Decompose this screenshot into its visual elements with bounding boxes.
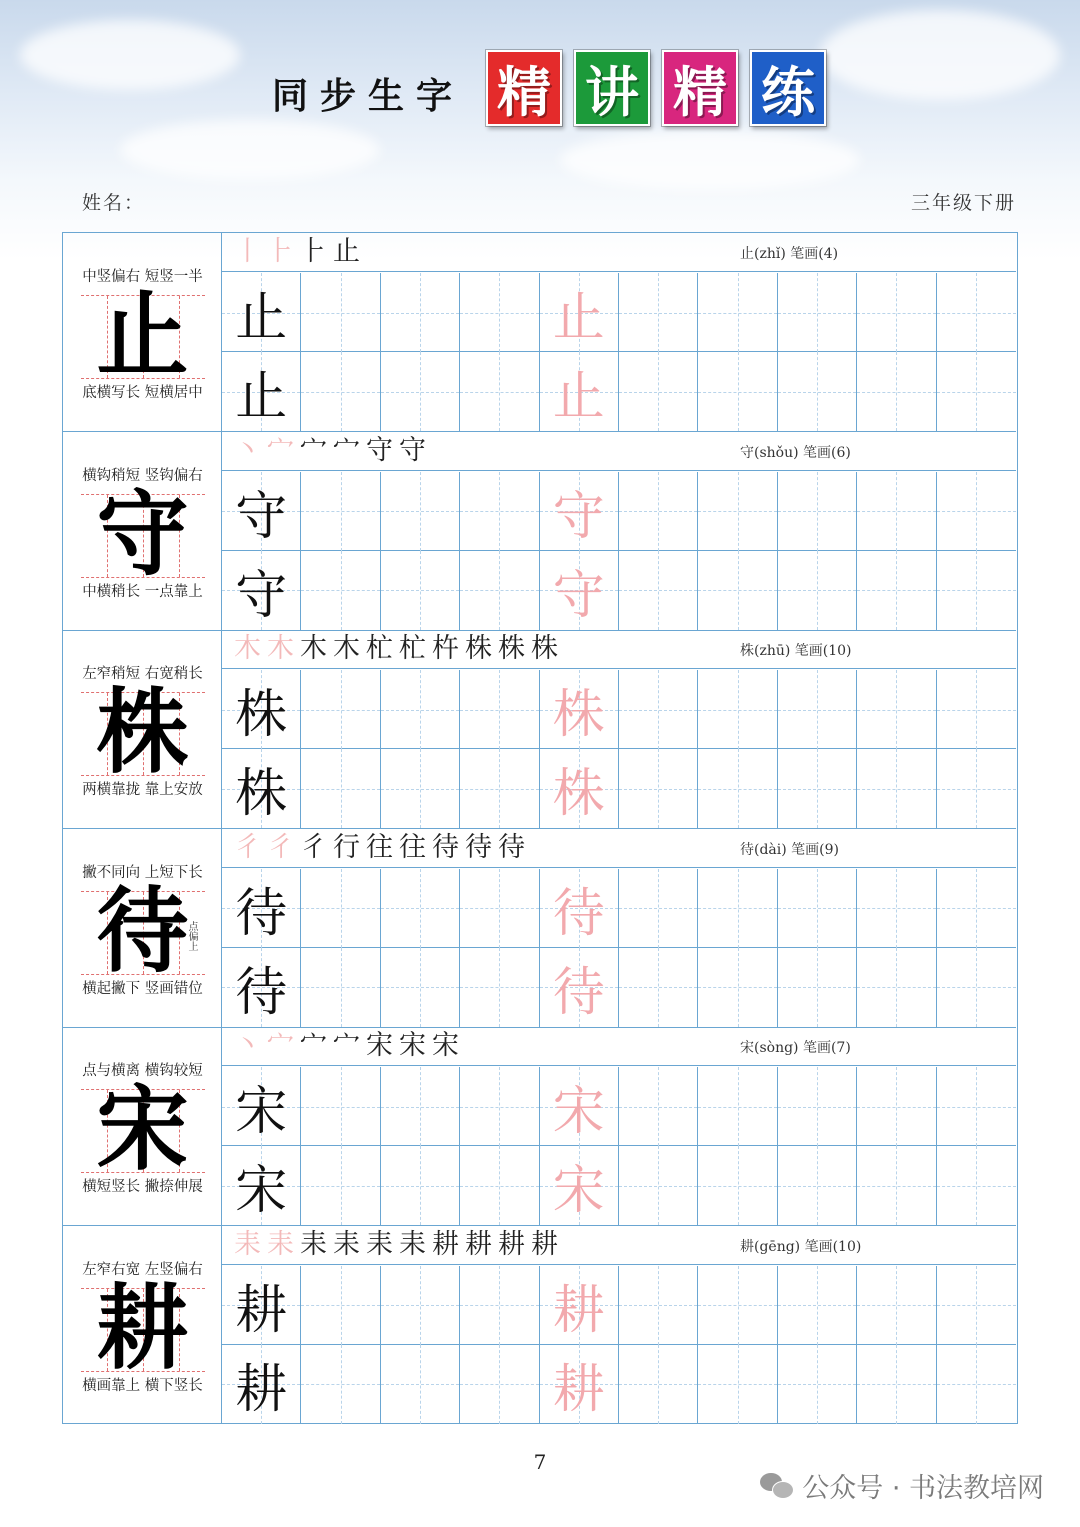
writing-cell[interactable] xyxy=(937,1345,1016,1424)
writing-cell[interactable] xyxy=(222,1345,301,1424)
writing-cell[interactable] xyxy=(619,749,698,828)
writing-cell[interactable] xyxy=(619,1345,698,1424)
writing-cell[interactable] xyxy=(381,551,460,630)
model-character: 耕 xyxy=(235,1359,288,1420)
writing-cell[interactable] xyxy=(937,273,1016,352)
writing-cell[interactable] xyxy=(381,749,460,828)
writing-tip-top: 撇不同向 上短下长 xyxy=(82,864,203,881)
writing-cell[interactable] xyxy=(857,670,936,749)
writing-cell[interactable] xyxy=(619,1067,698,1146)
stroke-step: 株 xyxy=(531,633,558,664)
writing-cell[interactable] xyxy=(460,1345,539,1424)
stroke-step: 丶 xyxy=(234,434,261,466)
writing-cell[interactable] xyxy=(698,1266,777,1345)
stroke-order-bar xyxy=(222,432,1016,471)
writing-cell[interactable] xyxy=(460,670,539,749)
tianzige-row xyxy=(222,670,1016,749)
writing-cell[interactable] xyxy=(778,1266,857,1345)
practice-area xyxy=(222,233,1016,431)
writing-cell[interactable] xyxy=(619,1266,698,1345)
practice-sheet xyxy=(62,232,1018,1424)
stroke-order-bar xyxy=(222,1027,1016,1066)
stroke-step: 宀 xyxy=(300,434,327,466)
model-character: 株 xyxy=(235,685,288,745)
writing-cell[interactable] xyxy=(698,749,777,828)
writing-cell[interactable] xyxy=(301,273,380,352)
stroke-step: 宀 xyxy=(267,434,294,466)
writing-cell[interactable] xyxy=(778,472,857,551)
character-row xyxy=(63,630,1016,829)
stroke-order-bar xyxy=(222,829,1016,868)
stroke-step: 彳 xyxy=(267,831,294,863)
writing-cell[interactable] xyxy=(540,1067,619,1146)
example-cell xyxy=(63,1226,222,1424)
writing-cell[interactable] xyxy=(381,1067,460,1146)
writing-cell[interactable] xyxy=(460,1067,539,1146)
writing-tip-top: 横钩稍短 竖钩偏右 xyxy=(82,467,203,484)
writing-cell[interactable] xyxy=(460,551,539,630)
writing-cell[interactable] xyxy=(460,273,539,352)
writing-cell[interactable] xyxy=(698,352,777,431)
character-row xyxy=(63,829,1016,1028)
pinyin-stroke-info: 待(dài) 笔画(9) xyxy=(740,841,839,858)
title-tiles xyxy=(486,50,826,126)
writing-cell[interactable] xyxy=(540,1345,619,1424)
writing-cell[interactable] xyxy=(937,670,1016,749)
example-character: 待 xyxy=(96,876,189,985)
stroke-steps xyxy=(234,1226,558,1264)
example-character: 耕 xyxy=(96,1273,189,1382)
stroke-step: 杧 xyxy=(366,633,393,664)
stroke-step: ⺊ xyxy=(300,236,327,267)
writing-cell[interactable] xyxy=(619,551,698,630)
example-cell xyxy=(63,233,222,431)
tianzige-row xyxy=(222,948,1016,1027)
sky-background xyxy=(0,0,1080,260)
character-row xyxy=(63,233,1016,432)
trace-character: 株 xyxy=(552,764,605,824)
writing-cell[interactable] xyxy=(301,352,380,431)
writing-cell[interactable] xyxy=(698,472,777,551)
pinyin-stroke-info: 宋(sòng) 笔画(7) xyxy=(740,1040,851,1056)
practice-area xyxy=(222,1027,1016,1225)
title-tile: 精 xyxy=(486,50,562,126)
stroke-step: 行 xyxy=(333,831,360,863)
stroke-step: 耒 xyxy=(366,1228,393,1260)
stroke-steps xyxy=(234,432,426,470)
stroke-step: 宀 xyxy=(300,1030,327,1061)
model-character: 守 xyxy=(235,565,288,626)
stroke-step: 守 xyxy=(366,434,393,466)
writing-cell[interactable] xyxy=(381,1266,460,1345)
writing-tip-bottom: 横起撇下 竖画错位 xyxy=(82,980,203,997)
stroke-step: 往 xyxy=(399,831,426,863)
writing-cell[interactable] xyxy=(778,1345,857,1424)
writing-cell[interactable] xyxy=(222,670,301,749)
stroke-step: 耒 xyxy=(267,1228,294,1260)
model-character: 止 xyxy=(235,288,288,348)
writing-cell[interactable] xyxy=(460,1266,539,1345)
model-character: 株 xyxy=(235,764,288,824)
writing-cell[interactable] xyxy=(381,352,460,431)
writing-cell[interactable] xyxy=(222,273,301,352)
stroke-step: ⺊ xyxy=(267,236,294,267)
example-cell xyxy=(63,432,222,630)
example-cell xyxy=(63,829,222,1027)
example-cell xyxy=(63,630,222,828)
tianzige-row xyxy=(222,869,1016,948)
example-cell xyxy=(63,1027,222,1225)
writing-cell[interactable] xyxy=(857,352,936,431)
practice-area xyxy=(222,432,1016,630)
model-character: 止 xyxy=(235,367,288,427)
writing-cell[interactable] xyxy=(301,869,380,948)
writing-cell[interactable] xyxy=(778,1146,857,1225)
stroke-steps xyxy=(234,630,558,668)
stroke-step: 宋 xyxy=(366,1030,393,1061)
model-character: 耕 xyxy=(235,1280,288,1341)
stroke-step: 彳 xyxy=(300,831,327,863)
side-note: 点偏上 xyxy=(186,920,197,951)
writing-cell[interactable] xyxy=(540,273,619,352)
stroke-step: 耕 xyxy=(498,1228,525,1260)
stroke-step: 耒 xyxy=(399,1228,426,1260)
trace-character: 宋 xyxy=(552,1082,605,1142)
writing-cell[interactable] xyxy=(301,670,380,749)
writing-cell[interactable] xyxy=(937,1146,1016,1225)
writing-tip-top: 左窄右宽 左竖偏右 xyxy=(82,1261,203,1278)
page-number: 7 xyxy=(533,1450,547,1474)
writing-cell[interactable] xyxy=(698,273,777,352)
writing-cell[interactable] xyxy=(222,551,301,630)
trace-character: 待 xyxy=(552,962,605,1023)
stroke-step: 止 xyxy=(333,236,360,267)
stroke-order-bar xyxy=(222,1226,1016,1265)
trace-character: 宋 xyxy=(552,1161,605,1221)
stroke-step: 耕 xyxy=(465,1228,492,1260)
page-subtitle: 同步生字 xyxy=(272,76,465,117)
character-row xyxy=(63,1027,1016,1226)
trace-character: 守 xyxy=(552,486,605,547)
stroke-step: 耒 xyxy=(333,1228,360,1260)
stroke-step: 株 xyxy=(465,633,492,664)
stroke-steps xyxy=(234,1027,459,1065)
writing-cell[interactable] xyxy=(222,869,301,948)
practice-area xyxy=(222,630,1016,828)
writing-cell[interactable] xyxy=(540,670,619,749)
writing-tip-bottom: 横画靠上 横下竖长 xyxy=(82,1377,203,1394)
stroke-step: 木 xyxy=(300,633,327,664)
tianzige-row xyxy=(222,273,1016,352)
stroke-step: 待 xyxy=(432,831,459,863)
stroke-step: 待 xyxy=(498,831,525,863)
writing-cell[interactable] xyxy=(619,352,698,431)
watermark-text: 公众号 · 书法教培网 xyxy=(802,1473,1044,1504)
writing-cell[interactable] xyxy=(857,1146,936,1225)
writing-cell[interactable] xyxy=(937,869,1016,948)
writing-tip-top: 左窄稍短 右宽稍长 xyxy=(82,666,203,682)
writing-cell[interactable] xyxy=(222,1067,301,1146)
writing-tip-top: 点与横离 横钩较短 xyxy=(82,1063,203,1079)
writing-cell[interactable] xyxy=(381,1345,460,1424)
stroke-step: 宀 xyxy=(333,1030,360,1061)
pinyin-stroke-info: 止(zhǐ) 笔画(4) xyxy=(740,246,839,262)
writing-cell[interactable] xyxy=(937,352,1016,431)
writing-cell[interactable] xyxy=(381,869,460,948)
trace-character: 止 xyxy=(552,367,605,427)
writing-cell[interactable] xyxy=(540,749,619,828)
writing-cell[interactable] xyxy=(778,273,857,352)
writing-cell[interactable] xyxy=(619,472,698,551)
writing-cell[interactable] xyxy=(222,1146,301,1225)
stroke-step: 宋 xyxy=(432,1030,459,1061)
trace-character: 耕 xyxy=(552,1280,605,1341)
writing-cell[interactable] xyxy=(301,551,380,630)
writing-cell[interactable] xyxy=(857,551,936,630)
example-character: 守 xyxy=(96,479,189,588)
writing-cell[interactable] xyxy=(937,749,1016,828)
trace-character: 耕 xyxy=(552,1359,605,1420)
writing-cell[interactable] xyxy=(540,869,619,948)
writing-cell[interactable] xyxy=(222,1266,301,1345)
name-label: 姓名： xyxy=(82,192,146,214)
tianzige-row xyxy=(222,1345,1016,1424)
model-character: 待 xyxy=(235,883,288,944)
writing-cell[interactable] xyxy=(698,1345,777,1424)
writing-cell[interactable] xyxy=(460,869,539,948)
pinyin-stroke-info: 守(shǒu) 笔画(6) xyxy=(740,444,851,461)
writing-cell[interactable] xyxy=(698,1146,777,1225)
writing-cell[interactable] xyxy=(857,869,936,948)
stroke-step: 往 xyxy=(366,831,393,863)
stroke-step: 耒 xyxy=(300,1228,327,1260)
stroke-step: 宀 xyxy=(333,434,360,466)
writing-cell[interactable] xyxy=(619,948,698,1027)
stroke-steps xyxy=(234,233,360,271)
writing-cell[interactable] xyxy=(301,1266,380,1345)
tianzige-row xyxy=(222,472,1016,551)
writing-cell[interactable] xyxy=(778,670,857,749)
writing-cell[interactable] xyxy=(778,352,857,431)
page-header xyxy=(0,50,1080,130)
writing-cell[interactable] xyxy=(460,749,539,828)
stroke-step: 株 xyxy=(498,633,525,664)
stroke-steps xyxy=(234,829,525,867)
writing-cell[interactable] xyxy=(857,1266,936,1345)
writing-cell[interactable] xyxy=(619,869,698,948)
writing-cell[interactable] xyxy=(857,948,936,1027)
writing-cell[interactable] xyxy=(460,472,539,551)
tianzige-row xyxy=(222,1266,1016,1345)
writing-cell[interactable] xyxy=(937,1067,1016,1146)
writing-cell[interactable] xyxy=(540,352,619,431)
writing-tip-bottom: 横短竖长 撇捺伸展 xyxy=(82,1179,203,1195)
model-character: 宋 xyxy=(235,1082,288,1142)
writing-cell[interactable] xyxy=(540,1266,619,1345)
stroke-step: 杵 xyxy=(432,633,459,664)
stroke-step: 待 xyxy=(465,831,492,863)
example-character: 宋 xyxy=(96,1075,189,1183)
writing-cell[interactable] xyxy=(540,1146,619,1225)
stroke-step: 宀 xyxy=(267,1030,294,1061)
writing-tip-bottom: 两横靠拢 靠上安放 xyxy=(82,782,203,798)
stroke-order-bar xyxy=(222,630,1016,669)
writing-cell[interactable] xyxy=(778,551,857,630)
watermark xyxy=(760,1466,1044,1505)
writing-cell[interactable] xyxy=(857,273,936,352)
practice-area xyxy=(222,1226,1016,1424)
writing-cell[interactable] xyxy=(778,1067,857,1146)
title-tile: 精 xyxy=(662,50,738,126)
writing-cell[interactable] xyxy=(460,1146,539,1225)
writing-cell[interactable] xyxy=(857,472,936,551)
writing-cell[interactable] xyxy=(698,869,777,948)
writing-cell[interactable] xyxy=(857,1067,936,1146)
writing-cell[interactable] xyxy=(381,670,460,749)
writing-cell[interactable] xyxy=(937,948,1016,1027)
tianzige-row xyxy=(222,749,1016,828)
writing-cell[interactable] xyxy=(540,472,619,551)
wechat-icon xyxy=(760,1471,794,1501)
writing-cell[interactable] xyxy=(540,948,619,1027)
tianzige-row xyxy=(222,352,1016,431)
writing-cell[interactable] xyxy=(222,948,301,1027)
example-character: 株 xyxy=(96,678,189,786)
writing-cell[interactable] xyxy=(381,1146,460,1225)
title-tile: 练 xyxy=(750,50,826,126)
stroke-step: 木 xyxy=(333,633,360,664)
stroke-step: 守 xyxy=(399,434,426,466)
model-character: 宋 xyxy=(235,1161,288,1221)
writing-cell[interactable] xyxy=(301,948,380,1027)
writing-cell[interactable] xyxy=(301,1146,380,1225)
trace-character: 待 xyxy=(552,883,605,944)
writing-cell[interactable] xyxy=(301,472,380,551)
writing-cell[interactable] xyxy=(301,749,380,828)
trace-character: 株 xyxy=(552,685,605,745)
writing-cell[interactable] xyxy=(937,472,1016,551)
writing-cell[interactable] xyxy=(460,352,539,431)
tianzige-row xyxy=(222,551,1016,630)
model-character: 待 xyxy=(235,962,288,1023)
writing-tip-bottom: 底横写长 短横居中 xyxy=(82,385,203,401)
stroke-step: 木 xyxy=(234,633,261,664)
writing-cell[interactable] xyxy=(301,1067,380,1146)
model-character: 守 xyxy=(235,486,288,547)
writing-cell[interactable] xyxy=(460,948,539,1027)
writing-cell[interactable] xyxy=(381,948,460,1027)
trace-character: 止 xyxy=(552,288,605,348)
writing-cell[interactable] xyxy=(778,869,857,948)
writing-cell[interactable] xyxy=(937,551,1016,630)
writing-tip-top: 中竖偏右 短竖一半 xyxy=(82,269,203,285)
stroke-step: 丶 xyxy=(234,1030,261,1061)
writing-cell[interactable] xyxy=(778,749,857,828)
pinyin-stroke-info: 耕(gēng) 笔画(10) xyxy=(740,1238,862,1255)
stroke-step: 宋 xyxy=(399,1030,426,1061)
writing-cell[interactable] xyxy=(301,1345,380,1424)
trace-character: 守 xyxy=(552,565,605,626)
writing-cell[interactable] xyxy=(222,352,301,431)
pinyin-stroke-info: 株(zhū) 笔画(10) xyxy=(740,643,852,659)
writing-cell[interactable] xyxy=(540,551,619,630)
writing-cell[interactable] xyxy=(698,948,777,1027)
writing-cell[interactable] xyxy=(778,948,857,1027)
stroke-step: 木 xyxy=(267,633,294,664)
writing-cell[interactable] xyxy=(857,1345,936,1424)
writing-cell[interactable] xyxy=(698,551,777,630)
stroke-order-bar xyxy=(222,233,1016,272)
writing-cell[interactable] xyxy=(698,670,777,749)
stroke-step: 杧 xyxy=(399,633,426,664)
writing-cell[interactable] xyxy=(698,1067,777,1146)
character-row xyxy=(63,1226,1016,1425)
writing-cell[interactable] xyxy=(222,749,301,828)
writing-cell[interactable] xyxy=(619,273,698,352)
stroke-step: 耒 xyxy=(234,1228,261,1260)
title-tile: 讲 xyxy=(574,50,650,126)
writing-cell[interactable] xyxy=(222,472,301,551)
writing-cell[interactable] xyxy=(381,472,460,551)
writing-cell[interactable] xyxy=(619,670,698,749)
example-character: 止 xyxy=(96,281,189,389)
stroke-step: 耕 xyxy=(531,1228,558,1260)
writing-cell[interactable] xyxy=(619,1146,698,1225)
writing-cell[interactable] xyxy=(937,1266,1016,1345)
tianzige-row xyxy=(222,1146,1016,1225)
stroke-step: 彳 xyxy=(234,831,261,863)
stroke-step: 耕 xyxy=(432,1228,459,1260)
stroke-step: 丨 xyxy=(234,236,261,267)
tianzige-row xyxy=(222,1067,1016,1146)
practice-area xyxy=(222,829,1016,1027)
character-row xyxy=(63,432,1016,631)
writing-tip-bottom: 中横稍长 一点靠上 xyxy=(82,583,203,600)
writing-cell[interactable] xyxy=(381,273,460,352)
grade-label: 三年级下册 xyxy=(910,192,1016,214)
writing-cell[interactable] xyxy=(857,749,936,828)
